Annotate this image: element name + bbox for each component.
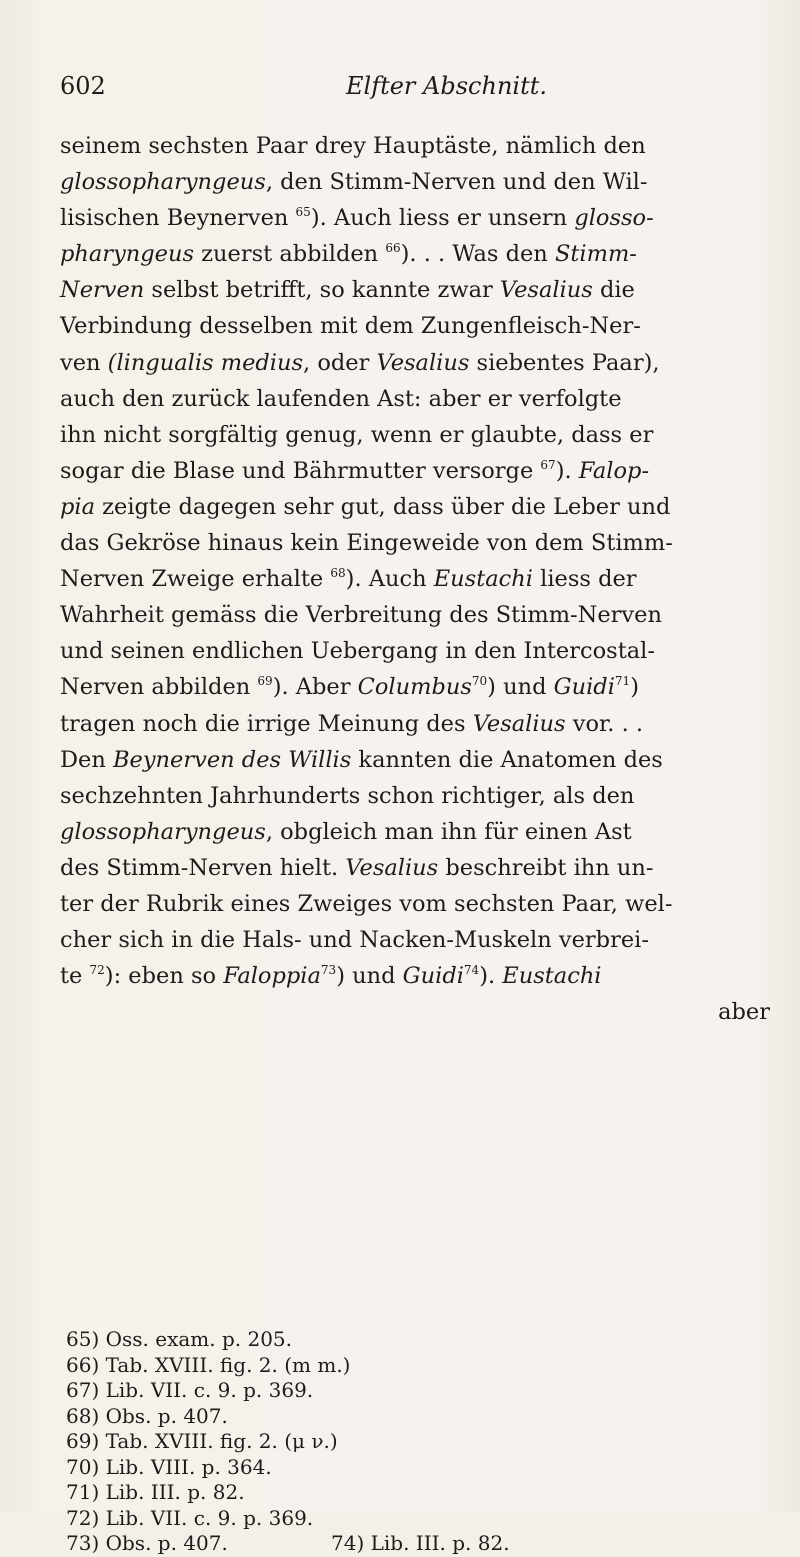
text-line: tragen noch die irrige Meinung des Vesalius vor. . . — [60, 710, 644, 737]
text-line: seinem sechsten Paar drey Hauptäste, nämlich den — [60, 133, 646, 159]
text-line: Wahrheit gemäss die Verbreitung des Stimm-Nerven — [60, 602, 662, 629]
footnote-ref: 66 — [385, 241, 401, 256]
text-line: pharyngeus zuerst abbilden $^{66}$). . . Was den Stimm- — [60, 241, 637, 268]
footnote-ref: 72 — [89, 963, 105, 978]
text-line: te $^{72}$): eben so Faloppia$^{73}$) und Guidi$^{74}$). Eustachi — [60, 963, 602, 990]
footnote-ref: 69 — [257, 674, 273, 689]
text-line: Nerven abbilden $^{69}$). Aber Columbus$^{70}$) und Guidi$^{71}$) — [60, 674, 639, 701]
footnotes — [66, 1327, 766, 1557]
footnote-ref: 71 — [614, 674, 631, 689]
footnote-ref: 70 — [471, 674, 488, 689]
footnote-row — [66, 1531, 766, 1557]
text-line: glossopharyngeus, den Stimm-Nerven und den Wil- — [60, 169, 648, 196]
footnote: 67) Lib. VII. c. 9. p. 369. — [66, 1378, 314, 1402]
footnote: 71) Lib. III. p. 82. — [66, 1480, 245, 1504]
footnote: 72) Lib. VII. c. 9. p. 369. — [66, 1505, 314, 1530]
text-line: glossopharyngeus, obgleich man ihn für einen Ast — [60, 818, 632, 845]
text-line: und seinen endlichen Uebergang in den Intercostal- — [60, 638, 655, 665]
footnote-ref: 74 — [463, 963, 480, 978]
footnote: 73) Obs. p. 407. — [66, 1531, 228, 1555]
footnote-ref: 68 — [330, 566, 346, 581]
footnote: 70) Lib. VIII. p. 364. — [66, 1454, 272, 1479]
running-title: Elfter Abschnitt. — [346, 72, 547, 100]
text-line: Verbindung desselben mit dem Zungenfleisch-Ner- — [60, 313, 641, 340]
text-line: ihn nicht sorgfältig genug, wenn er glaubte, dass er — [60, 421, 654, 448]
footnote-ref: 67 — [540, 457, 556, 472]
text-line: ven (lingualis medius, oder Vesalius siebentes Paar), — [60, 349, 660, 376]
text-line: pia zeigte dagegen sehr gut, dass über die Leber und — [60, 493, 671, 520]
footnote: 74) Lib. III. p. 82. — [331, 1531, 510, 1555]
main-text — [60, 128, 780, 1030]
footnote-ref: 73 — [320, 963, 337, 978]
footnote-ref: 65 — [295, 205, 311, 220]
text-line: Nerven Zweige erhalte $^{68}$). Auch Eustachi liess der — [60, 566, 637, 593]
footnote: 68) Obs. p. 407. — [66, 1403, 228, 1428]
footnote: 65) Oss. exam. p. 205. — [66, 1327, 293, 1351]
text-line: lisischen Beynerven $^{65}$). Auch liess er unsern glosso- — [60, 205, 654, 232]
text-line: das Gekröse hinaus kein Eingeweide von dem Stimm- — [60, 530, 673, 557]
page-header — [60, 72, 750, 108]
footnote: 69) Tab. XVIII. fig. 2. (μ ν.) — [66, 1429, 338, 1453]
text-line: cher sich in die Hals- und Nacken-Muskeln verbrei- — [60, 927, 649, 954]
page-number: 602 — [60, 72, 106, 100]
footnote: 66) Tab. XVIII. fig. 2. (m m.) — [66, 1352, 351, 1377]
text-line: sechzehnten Jahrhunderts schon richtiger, als den — [60, 782, 635, 809]
catchword: aber — [718, 999, 770, 1026]
text-line: Den Beynerven des Willis kannten die Anatomen des — [60, 746, 663, 773]
text-line: des Stimm-Nerven hielt. Vesalius beschreibt ihn un- — [60, 854, 654, 881]
text-line: Nerven selbst betrifft, so kannte zwar Vesalius die — [60, 277, 635, 304]
text-line: auch den zurück laufenden Ast: aber er verfolgte — [60, 385, 622, 412]
text-line: ter der Rubrik eines Zweiges vom sechsten Paar, wel- — [60, 890, 673, 917]
text-line: sogar die Blase und Bährmutter versorge $^{67}$). Falop- — [60, 457, 650, 484]
